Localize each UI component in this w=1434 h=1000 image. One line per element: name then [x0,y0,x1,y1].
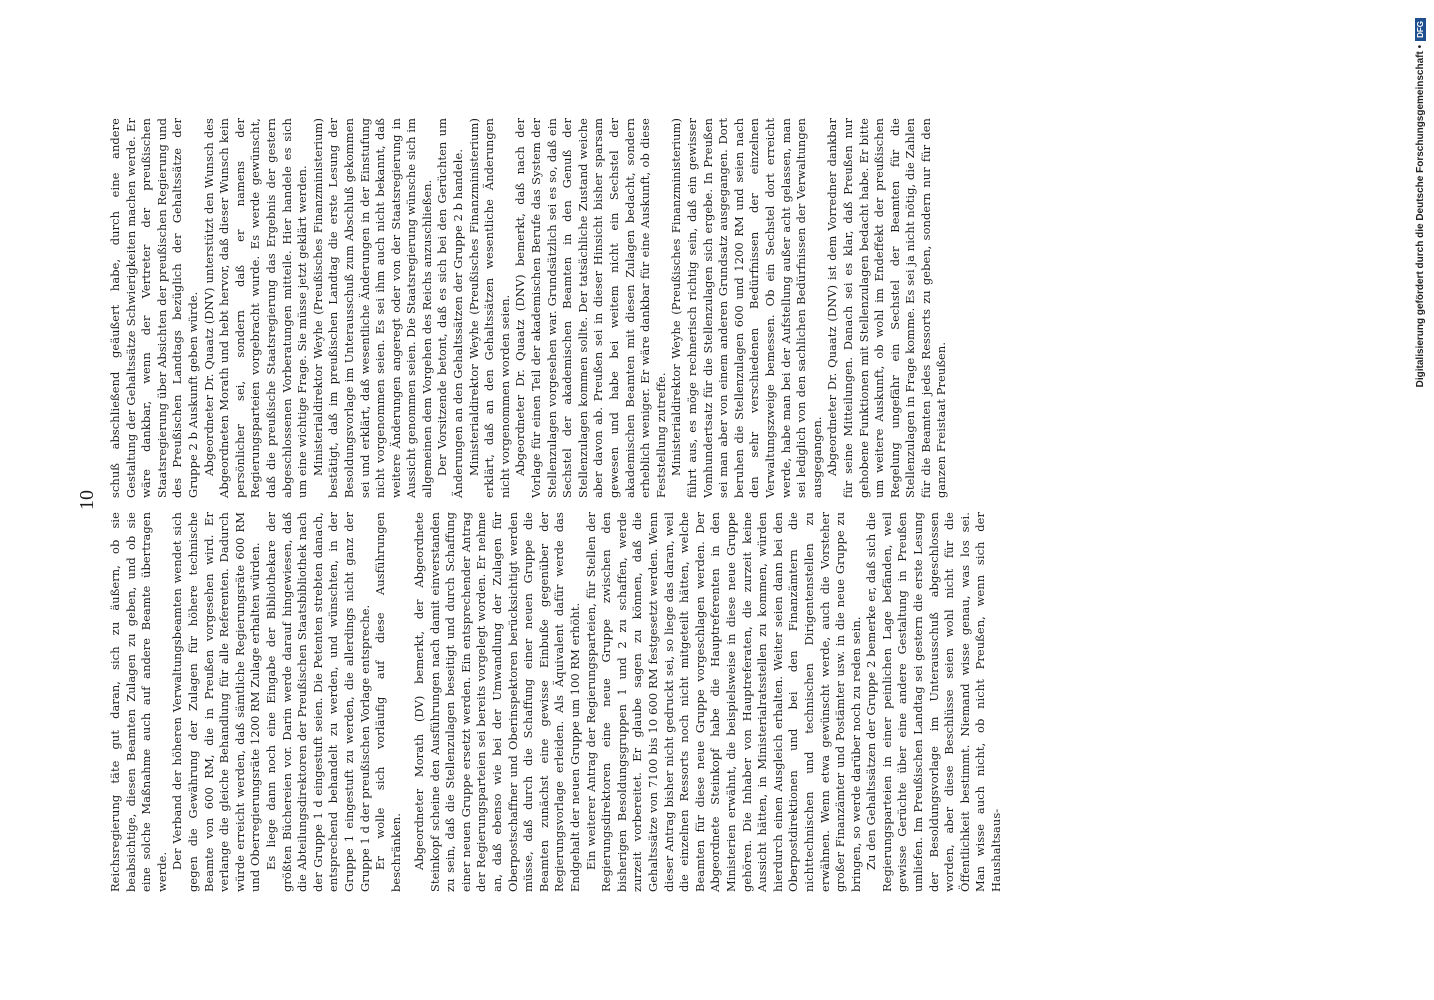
right-paragraph: Ministerialdirektor Weyhe (Preußisches Finanzministerium) bestätigt, daß im preußischen Landtag die erste Lesung der Besoldungsvorlage im Unterausschuß zum Abschluß gekommen sei und erklärt, daß wesentliche Änderungen in der Einstufung nicht vorgenommen seien. Es sei ihm auch nicht bekannt, daß weitere Änderungen angeregt oder von der Staatsregierung in Aussicht genommen seien. Die Staatsregierung wünsche sich im allgemeinen dem Vorgehen des Reichs anzuschließen. [310,118,434,498]
right-paragraph: Abgeordneter Dr. Quaatz (DNV) unterstützt den Wunsch des Abgeordneten Morath und hebt hervor, daß dieser Wunsch kein persönlicher sei, sondern daß er namens der Regierungsparteien vorgebracht wurde. Es werde gewünscht, daß die preußische Staatsregierung das Ergebnis der gestern abgeschlossenen Vorberatungen mitteile. Hier handele es sich um eine wichtige Frage. Sie müsse jetzt geklärt werden. [201,118,310,498]
left-column [108,512,1004,892]
dfg-credit-text: Digitalisierung gefördert durch die Deutsche Forschungsgemeinschaft • [1414,44,1426,388]
left-paragraph: Es liege dann noch eine Eingabe der Bibliothekare der größten Büchereien vor. Darin werde darauf hingewiesen, daß die Abteilungsdirektoren der Preußischen Staatsbibliothek nach der Gruppe 1 d eingestuft seien. Die Petenten strebten danach, entsprechend behandelt zu werden, und wünschten, in der Gruppe 1 eingestuft zu werden, die allerdings nicht ganz der Gruppe 1 d der preußischen Vorlage entspreche. [263,512,372,892]
left-paragraph: Abgeordneter Morath (DV) bemerkt, der Abgeordnete Steinkopf scheine den Ausführungen nach damit einverstanden zu sein, daß die Stellenzulagen beseitigt und durch Schaffung einer neuen Gruppe ersetzt werden. Ein entsprechender Antrag der Regierungsparteien sei bereits vorgelegt worden. Er nehme an, daß ebenso wie bei der Umwandlung der Zulagen für Oberpostschaffner und Oberinspektoren berücksichtigt werden müsse, daß durch die Schaffung einer neuen Gruppe die Beamten zunächst eine gewisse Einbuße gegenüber der Regierungsvorlage erleiden. Als Äquivalent dafür werde das Endgehalt der neuen Gruppe um 100 RM erhöht. [412,512,583,892]
left-paragraph: Der Verband der höheren Verwaltungsbeamten wendet sich gegen die Gewährung der Zulagen für höhere technische Beamte von 600 RM, die in Preußen vorgesehen wird. Er verlange die gleiche Behandlung für alle Referenten. Dadurch würde erreicht werden, daß sämtliche Regierungsräte 600 RM und Oberregierungsräte 1200 RM Zulage erhalten würden. [170,512,263,892]
dfg-credit [1410,8,1430,992]
page-number: 10 [76,490,98,510]
right-paragraph: schuß abschließend geäußert habe, durch eine andere Gestaltung der Gehaltssätze Schwierigkeiten machen werde. Er wäre dankbar, wenn der Vertreter der preußischen Staatsregierung über Absichten der preußischen Regierung und des Preußischen Landtags bezüglich der Gehaltssätze der Gruppe 2 b Auskunft geben würde. [108,118,200,498]
left-paragraph: Zu den Gehaltssätzen der Gruppe 2 bemerke er, daß sich die Regierungsparteien in einer peinlichen Lage befänden, weil gewisse Gerüchte über eine andere Gestaltung in Preußen umliefen. Im Preußischen Landtag sei gestern die erste Lesung der Besoldungsvorlage im Unterausschuß abgeschlossen worden, aber diese Beschlüsse seien wohl nicht für die Öffentlichkeit bestimmt. Niemand wisse genau, was los sei. Man wisse auch nicht, ob nicht Preußen, wenn sich der Haushaltsaus- [864,512,1004,892]
right-paragraph: Der Vorsitzende betont, daß es sich bei den Gerüchten um Änderungen an den Gehaltssätzen der Gruppe 2 b handele. [435,118,466,498]
left-paragraph: Reichsregierung täte gut daran, sich zu äußern, ob sie beabsichtige, diesen Beamten Zulagen zu geben, und ob sie eine solche Maßnahme auch auf andere Beamte übertragen werde. [108,512,169,892]
right-paragraph: Abgeordneter Dr. Quaatz (DNV) ist dem Vorredner dankbar für seine Mitteilungen. Danach sei es klar, daß Preußen nur gehobene Funktionen mit Stellenzulagen bedacht habe. Er bitte um weitere Auskunft, ob wohl im Endeffekt der preußischen Regelung ungefähr ein Sechstel der Beamten für die Stellenzulagen in Frage komme. Es sei ja nicht nötig, die Zahlen für die Beamten jedes Ressorts zu geben, sondern nur für den ganzen Freistaat Preußen. [825,118,949,498]
right-paragraph: Ministerialdirektor Weyhe (Preußisches Finanzministerium) führt aus, es möge rechnerisch richtig sein, daß ein gewisser Vomhundertsatz für die Stellenzulagen sich ergebe. In Preußen sei man aber von einem anderen Grundsatz ausgegangen. Dort beruhen die Stellenzulagen 600 und 1200 RM und seien nach den sehr verschiedenen Bedürfnissen der einzelnen Verwaltungszweige bemessen. Ob ein Sechstel dort erreicht werde, habe man bei der Aufstellung außer acht gelassen, man sei lediglich von den sachlichen Bedürfnissen der Verwaltungen ausgegangen. [669,118,824,498]
dfg-logo-icon: DFG [1415,18,1426,41]
right-column [108,118,949,498]
right-paragraph: Ministerialdirektor Weyhe (Preußisches Finanzministerium) erklärt, daß an den Gehaltssätzen wesentliche Änderungen nicht vorgenommen worden seien. [466,118,512,498]
right-paragraph: Abgeordneter Dr. Quaatz (DNV) bemerkt, daß nach der Vorlage für einen Teil der akademischen Berufe das System der Stellenzulagen vorgesehen war. Grundsätzlich sei es so, daß ein Sechstel der akademischen Beamten in den Genuß der Stellenzulagen kommen sollte. Der tatsächliche Zustand weiche aber davon ab. Preußen sei in dieser Hinsicht bisher sparsam gewesen und habe bei weitem nicht ein Sechstel der akademischen Beamten mit diesen Zulagen bedacht, sondern erheblich weniger. Er wäre dankbar für eine Auskunft, ob diese Feststellung zutreffe. [513,118,668,498]
left-paragraph: Ein weiterer Antrag der Regierungsparteien, für Stellen der Regierungsdirektoren eine neue Gruppe zwischen den bisherigen Besoldungsgruppen 1 und 2 zu schaffen, werde zurzeit vorbereitet. Er glaube sagen zu können, daß die Gehaltssätze von 7100 bis 10 600 RM festgesetzt werden. Wenn dieser Antrag bisher nicht gedruckt sei, so liege das daran, weil die einzelnen Ressorts noch nicht mitgeteilt hätten, welche Beamten für diese neue Gruppe vorgeschlagen werden. Der Abgeordnete Steinkopf habe die Hauptreferenten in den Ministerien erwähnt, die beispielsweise in diese neue Gruppe gehören. Die Inhaber von Hauptreferaten, die zurzeit keine Aussicht hätten, in Ministerialratsstellen zu kommen, würden hierdurch einen Ausgleich erhalten. Weiter seien dann bei den Oberpostdirektionen und bei den Finanzämtern die nichttechnischen und technischen Dirigentenstellen zu erwähnen. Wenn etwa gewünscht werde, auch die Vorsteher großer Finanzämter und Postämter usw. in die neue Gruppe zu bringen, so werde darüber noch zu reden sein. [583,512,863,892]
left-paragraph: Er wolle sich vorläufig auf diese Ausführungen beschränken. [373,512,403,892]
